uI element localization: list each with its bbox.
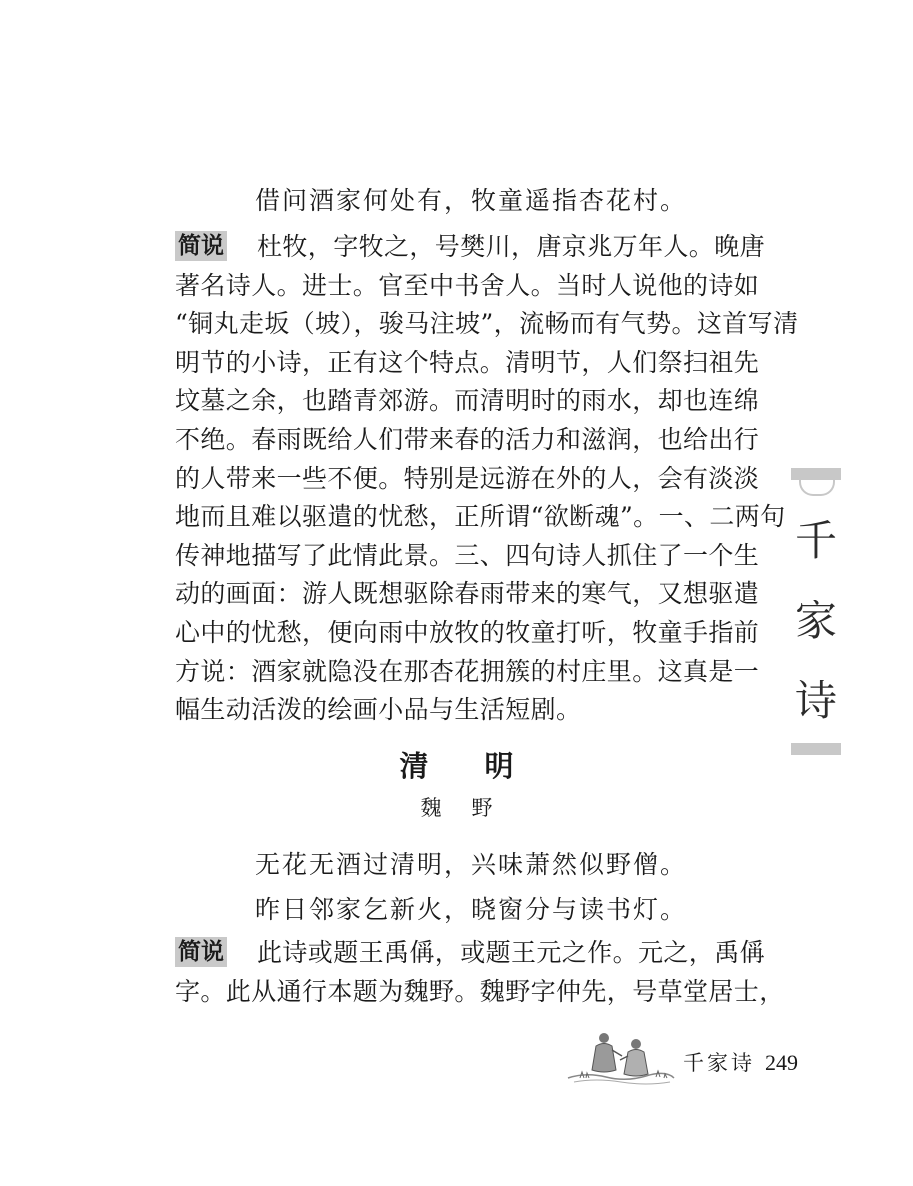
commentary-tag: 简说 [175,937,227,967]
commentary-line: 幅生动活泼的绘画小品与生活短剧。 [175,695,582,725]
footer-running-head [683,1052,798,1074]
commentary-line: 传神地描写了此情此景。三、四句诗人抓住了一个生 [175,540,760,570]
tab-bracket-curl [799,480,835,496]
commentary-line: “铜丸走坂（坡），骏马注坡”，流畅而有气势。这首写清 [175,309,799,339]
commentary-line: 简说 杜牧，字牧之，号樊川，唐京兆万年人。晚唐 [175,228,743,267]
tab-char: 千 [795,520,838,562]
poem-verse-line: 昨日邻家乞新火，晓窗分与读书灯。 [255,895,688,924]
commentary-block-2 [175,934,785,1011]
poem-verse-line: 无花无酒过清明，兴味萧然似野僧。 [255,850,688,879]
commentary-line: 动的画面：游人既想驱除春雨带来的寒气，又想驱遣 [175,579,760,609]
commentary-block-1 [175,228,799,730]
commentary-line: 简说 此诗或题王禹偁，或题王元之作。元之，禹偁 [175,934,743,973]
commentary-line: 著名诗人。进士。官至中书舍人。当时人说他的诗如 [175,270,760,300]
side-thumb-tab [791,458,841,768]
page-number: 249 [765,1050,798,1075]
commentary-line: 方说：酒家就隐没在那杏花拥簇的村庄里。这真是一 [175,656,760,686]
tab-bracket-top [791,468,841,480]
footer-book-title: 千家诗 [683,1051,755,1075]
commentary-line: 明节的小诗，正有这个特点。清明节，人们祭扫祖先 [175,347,760,377]
commentary-line: 不绝。春雨既给人们带来春的活力和滋润，也给出行 [175,424,760,454]
tab-char: 诗 [795,680,838,722]
commentary-tag: 简说 [175,231,227,261]
tab-bracket-bottom [791,743,841,755]
commentary-line: 心中的忧愁，便向雨中放牧的牧童打听，牧童手指前 [175,617,760,647]
tab-char: 家 [795,600,838,642]
commentary-line: 坟墓之余，也踏青郊游。而清明时的雨水，却也连绵 [175,386,760,416]
poem-verse-line: 借问酒家何处有，牧童遥指杏花村。 [255,186,688,215]
footer-figures-illustration-icon [566,1028,676,1086]
commentary-line: 的人带来一些不便。特别是远游在外的人，会有淡淡 [175,463,760,493]
commentary-line: 地而且难以驱遣的忧愁，正所谓“欲断魂”。一、二两句 [175,502,786,532]
poem-author: 魏野 [420,796,523,820]
poem-title: 清明 [399,749,570,783]
commentary-line: 字。此从通行本题为魏野。魏野字仲先，号草堂居士， [175,976,785,1006]
